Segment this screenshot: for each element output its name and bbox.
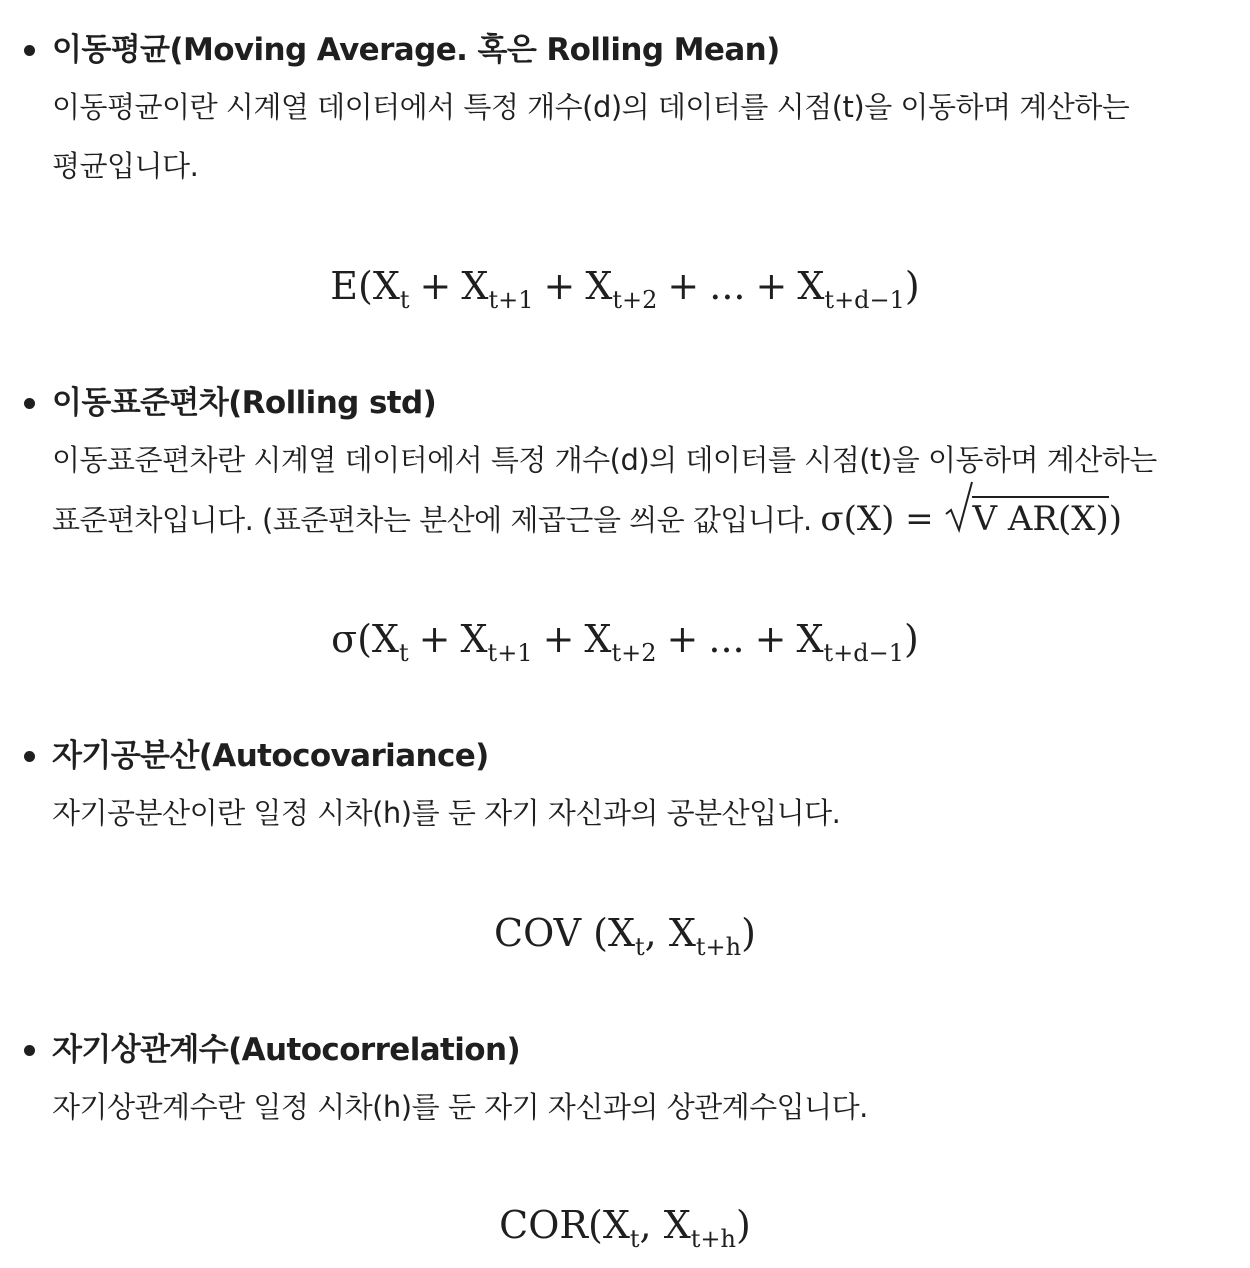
formula-term xyxy=(796,617,905,667)
formula-term xyxy=(607,911,645,961)
term-subscript: t+1 xyxy=(487,639,533,667)
formula-close-paren: ) xyxy=(741,911,756,955)
description-line: 자기상관계수란 일정 시차(h)를 둔 자기 자신과의 상관계수입니다. xyxy=(52,1090,868,1124)
formula-term xyxy=(371,617,409,667)
formula-open-paren: ( xyxy=(357,617,372,661)
term-subscript: t+h xyxy=(690,1225,736,1253)
term-base: X xyxy=(584,617,612,661)
formula-operator: + xyxy=(754,617,787,661)
inline-math-sigma xyxy=(820,499,1122,539)
formula-term xyxy=(668,911,742,961)
formula-close-paren: ) xyxy=(904,617,919,661)
formula-close-paren: ) xyxy=(904,264,920,308)
formula-operator: + xyxy=(543,264,576,308)
term-subscript: t+2 xyxy=(611,639,657,667)
term-base: X xyxy=(668,911,696,955)
formula-moving-average xyxy=(0,256,1250,316)
description-line: 평균입니다. xyxy=(52,149,199,183)
formula-operator: + xyxy=(419,264,452,308)
formula-term xyxy=(460,617,533,667)
formula-prefix: E xyxy=(330,264,358,308)
term-subscript: t xyxy=(635,933,645,961)
term-subscript: t+d−1 xyxy=(824,286,905,314)
description-line xyxy=(52,490,1232,549)
formula-autocorrelation xyxy=(0,1195,1250,1255)
term-base: X xyxy=(461,264,489,308)
term-base: ... xyxy=(709,264,746,308)
formula-comma: , xyxy=(639,1203,664,1247)
term-subscript: t+2 xyxy=(612,286,658,314)
term-subscript: t+h xyxy=(695,933,742,961)
term-subscript: t xyxy=(629,1225,640,1253)
formula-prefix: COV xyxy=(494,911,594,955)
term-base: X xyxy=(602,1203,630,1247)
formula-term xyxy=(461,264,534,314)
term-subscript: t xyxy=(399,286,410,314)
sqrt-icon xyxy=(944,480,974,534)
section-title: 자기상관계수(Autocorrelation) xyxy=(52,1032,521,1068)
formula-open-paren: ( xyxy=(593,911,608,955)
section-description xyxy=(52,1078,1232,1137)
description-line: 이동평균이란 시계열 데이터에서 특정 개수(d)의 데이터를 시점(t)을 이동하며 계산하는 xyxy=(52,90,1130,124)
term-subscript: t+d−1 xyxy=(823,639,905,667)
formula-operator: + xyxy=(666,617,699,661)
term-base: X xyxy=(371,617,399,661)
inline-math-lhs: σ(X) = xyxy=(820,499,934,539)
section-title: 이동표준편차(Rolling std) xyxy=(52,385,437,421)
formula-term xyxy=(797,264,905,314)
term-base: X xyxy=(372,264,400,308)
section-description xyxy=(52,431,1232,549)
inline-math-close: ) xyxy=(1108,499,1122,539)
bullet-icon xyxy=(24,45,35,56)
section-title: 자기공분산(Autocovariance) xyxy=(52,738,489,774)
formula-rolling-std xyxy=(0,609,1250,669)
formula-autocovariance xyxy=(0,903,1250,963)
formula-operator: + xyxy=(667,264,700,308)
description-line: 이동표준편차란 시계열 데이터에서 특정 개수(d)의 데이터를 시점(t)을 이동하며 계산하는 xyxy=(52,443,1157,477)
formula-operator: + xyxy=(755,264,788,308)
formula-term xyxy=(709,264,745,308)
term-base: X xyxy=(796,617,824,661)
formula-term xyxy=(602,1203,640,1253)
formula-close-paren: ) xyxy=(736,1203,751,1247)
term-subscript: t+1 xyxy=(488,286,534,314)
term-subscript: t xyxy=(398,639,409,667)
formula-comma: , xyxy=(644,911,669,955)
term-base: ... xyxy=(708,617,745,661)
formula-term xyxy=(663,1203,736,1253)
bullet-icon xyxy=(24,1045,35,1056)
formula-term xyxy=(584,617,657,667)
formula-open-paren: ( xyxy=(588,1203,603,1247)
description-line: 자기공분산이란 일정 시차(h)를 둔 자기 자신과의 공분산입니다. xyxy=(52,796,841,830)
term-base: X xyxy=(460,617,488,661)
formula-operator: + xyxy=(542,617,575,661)
term-base: X xyxy=(797,264,825,308)
bullet-icon xyxy=(24,398,35,409)
bullet-icon xyxy=(24,751,35,762)
section-description xyxy=(52,78,1232,196)
formula-term xyxy=(708,617,744,661)
formula-open-paren: ( xyxy=(358,264,373,308)
formula-operator: + xyxy=(418,617,451,661)
formula-prefix: σ xyxy=(331,617,358,661)
section-description xyxy=(52,784,1232,843)
description-text: 표준편차입니다. (표준편차는 분산에 제곱근을 씌운 값입니다. xyxy=(52,503,812,537)
formula-prefix: COR xyxy=(499,1203,588,1247)
section-title: 이동평균(Moving Average. 혹은 Rolling Mean) xyxy=(52,32,780,68)
term-base: X xyxy=(607,911,636,955)
sqrt-radicand: V AR(X) xyxy=(972,496,1108,539)
term-base: X xyxy=(663,1203,691,1247)
formula-term xyxy=(585,264,658,314)
term-base: X xyxy=(585,264,613,308)
sqrt-expression xyxy=(944,490,1108,549)
formula-term xyxy=(372,264,410,314)
